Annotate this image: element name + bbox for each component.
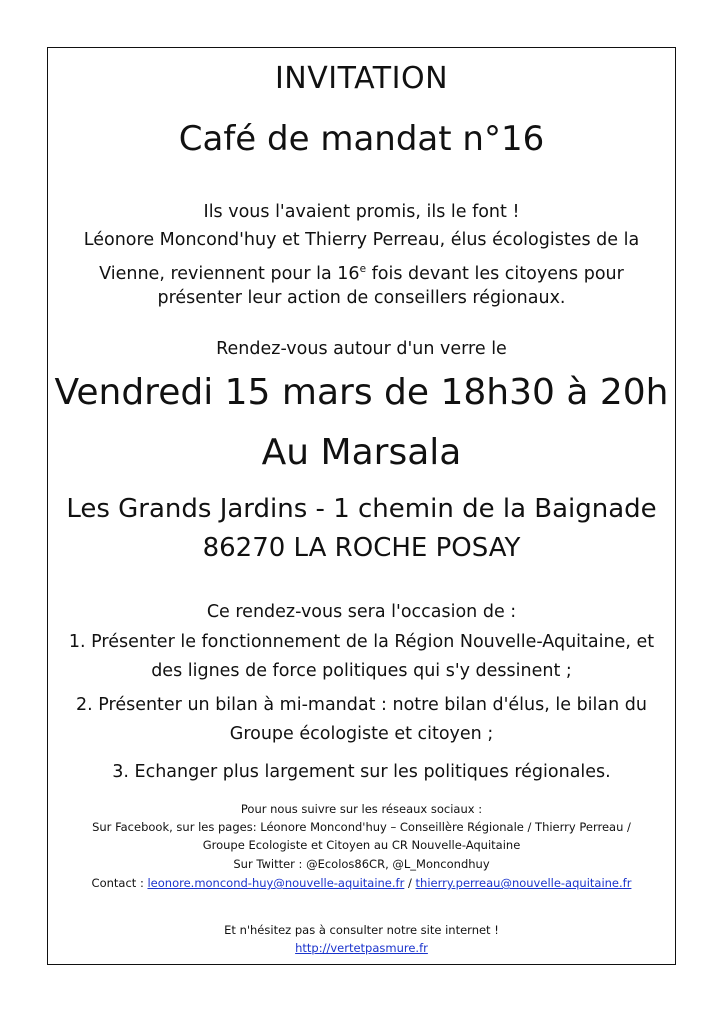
- address-line-2: 86270 LA ROCHE POSAY: [202, 533, 521, 563]
- contact-label: Contact :: [91, 876, 148, 890]
- occasion-item-1b: des lignes de force politiques qui s'y dessinent ;: [151, 661, 572, 681]
- email-separator: /: [404, 876, 416, 890]
- rendezvous-text: Rendez-vous autour d'un verre le: [216, 339, 507, 359]
- intro-line-3-start: Vienne, reviennent pour la 16: [99, 263, 360, 284]
- intro-line-2: Léonore Moncond'huy et Thierry Perreau, élus écologistes de la: [83, 230, 640, 250]
- social-follow-text: Pour nous suivre sur les réseaux sociaux :: [240, 802, 483, 816]
- occasion-item-1a: 1. Présenter le fonctionnement de la Région Nouvelle-Aquitaine, et: [68, 632, 655, 652]
- occasion-item-2b: Groupe écologiste et citoyen ;: [229, 724, 494, 744]
- intro-line-4: présenter leur action de conseillers régionaux.: [157, 288, 566, 308]
- contact-line: [47, 875, 676, 892]
- occasion-intro: Ce rendez-vous sera l'occasion de :: [206, 602, 517, 622]
- website-line: [47, 940, 676, 957]
- email-link-leonore[interactable]: leonore.moncond-huy@nouvelle-aquitaine.fr: [147, 876, 405, 890]
- address-line-1: Les Grands Jardins - 1 chemin de la Baignade: [66, 494, 657, 524]
- intro-line-1: Ils vous l'avaient promis, ils le font !: [203, 202, 520, 222]
- occasion-item-2a: 2. Présenter un bilan à mi-mandat : notre bilan d'élus, le bilan du: [76, 695, 647, 715]
- website-invite-text: Et n'hésitez pas à consulter notre site internet !: [224, 923, 499, 937]
- ordinal-superscript: e: [359, 263, 367, 275]
- intro-line-3-end: fois devant les citoyens pour: [366, 263, 624, 284]
- event-title: Café de mandat n°16: [178, 119, 545, 159]
- invitation-heading: INVITATION: [274, 61, 449, 96]
- email-link-thierry[interactable]: thierry.perreau@nouvelle-aquitaine.fr: [415, 876, 632, 890]
- facebook-line-1: Sur Facebook, sur les pages: Léonore Moncond'huy – Conseillère Régionale / Thierry Perreau /: [92, 820, 631, 834]
- event-date: Vendredi 15 mars de 18h30 à 20h: [54, 372, 669, 413]
- event-venue: Au Marsala: [261, 432, 462, 473]
- website-link[interactable]: http://vertetpasmure.fr: [295, 941, 428, 955]
- occasion-item-3: 3. Echanger plus largement sur les politiques régionales.: [112, 762, 611, 782]
- facebook-line-2: Groupe Ecologiste et Citoyen au CR Nouvelle-Aquitaine: [202, 838, 521, 852]
- twitter-line: Sur Twitter : @Ecolos86CR, @L_Moncondhuy: [233, 857, 490, 871]
